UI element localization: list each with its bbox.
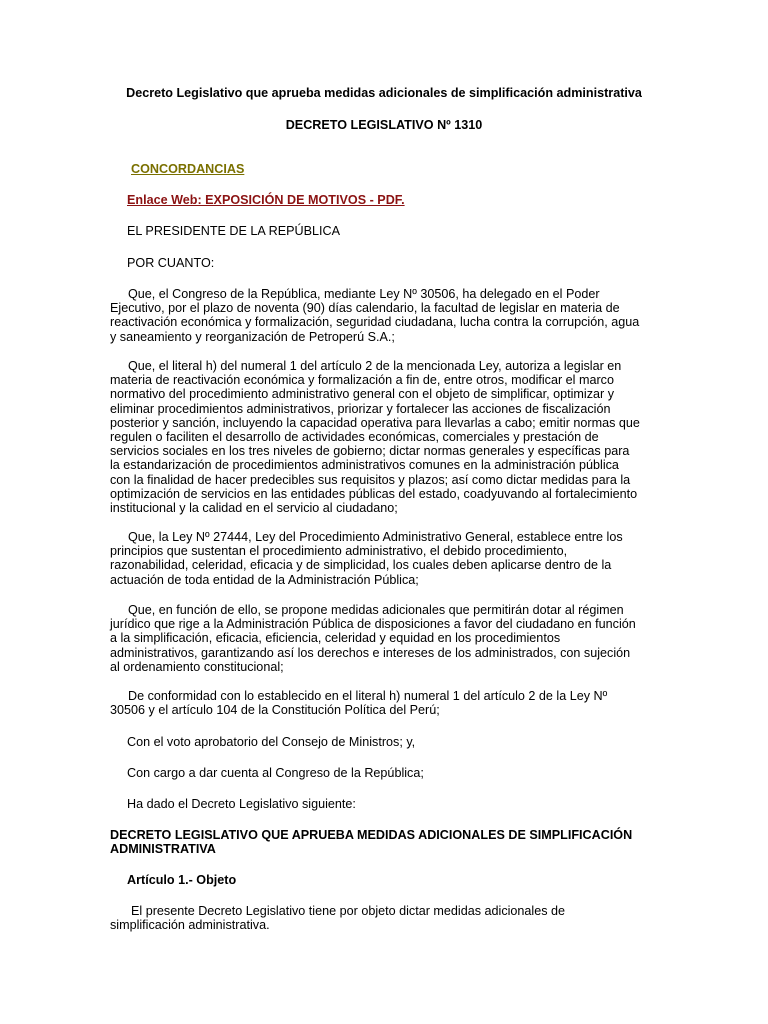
por-cuanto-line: POR CUANTO: bbox=[127, 256, 215, 270]
paragraph-2: Que, el literal h) del numeral 1 del artículo 2 de la mencionada Ley, autoriza a legislar en materia de reactivación económica y formalización a fin de, entre otros, modificar el marco normativo del procedimiento administrativo general con el objeto de simplificar, optimizar y eliminar procedimientos administrativos, priorizar y fortalecer las acciones de fiscalización posterior y sanción, incluyendo la capacidad operativa para llevarlas a cabo; emitir normas que regulen o faciliten el desarrollo de actividades económicas, comerciales y prestación de servicios sociales en los tres niveles de gobierno; dictar normas generales y específicas para la estandarización de procedimientos administrativos comunes en la administración pública con la finalidad de hacer predecibles sus requisitos y plazos; así como dictar medidas para la optimización de servicios en las entidades públicas del estado, coadyuvando al fortalecimiento institucional y la calidad en el servicio al ciudadano; bbox=[110, 359, 640, 516]
paragraph-1: Que, el Congreso de la República, mediante Ley Nº 30506, ha delegado en el Poder Ejecutivo, por el plazo de noventa (90) días calendario, la facultad de legislar en materia de reactivación económica y formalización, seguridad ciudadana, lucha contra la corrupción, agua y saneamiento y reorganización de Petroperú S.A.; bbox=[110, 287, 640, 344]
paragraph-6: El presente Decreto Legislativo tiene por objeto dictar medidas adicionales de simplificación administrativa. bbox=[110, 904, 566, 933]
exposicion-motivos-link[interactable]: Enlace Web: EXPOSICIÓN DE MOTIVOS - PDF. bbox=[127, 193, 405, 207]
paragraph-5: De conformidad con lo establecido en el literal h) numeral 1 del artículo 2 de la Ley Nº 30506 y el artículo 104 de la Constitución Política del Perú; bbox=[110, 689, 608, 718]
president-line: EL PRESIDENTE DE LA REPÚBLICA bbox=[127, 224, 340, 238]
voto-line: Con el voto aprobatorio del Consejo de Ministros; y, bbox=[127, 735, 416, 749]
paragraph-3: Que, la Ley Nº 27444, Ley del Procedimiento Administrativo General, establece entre los principios que sustentan el procedimiento administrativo, el debido procedimiento, razonabilidad, celeridad, eficacia y de simplicidad, los cuales deben aplicarse dentro de la actuación de toda entidad de la Administración Pública; bbox=[110, 530, 623, 587]
decree-number: DECRETO LEGISLATIVO Nº 1310 bbox=[285, 118, 483, 132]
concordancias-link[interactable]: CONCORDANCIAS bbox=[131, 162, 245, 176]
cargo-line: Con cargo a dar cuenta al Congreso de la República; bbox=[127, 766, 424, 780]
section-heading: DECRETO LEGISLATIVO QUE APRUEBA MEDIDAS ADICIONALES DE SIMPLIFICACIÓN ADMINISTRATIVA bbox=[110, 828, 633, 857]
paragraph-4: Que, en función de ello, se propone medidas adicionales que permitirán dotar al régimen jurídico que rige a la Administración Pública de disposiciones a favor del ciudadano en función a la simplificación, eficacia, eficiencia, celeridad y equidad en los procedimientos administrativos, garantizando así los derechos e intereses de los administrados, con sujeción al ordenamiento constitucional; bbox=[110, 603, 636, 674]
article-heading: Artículo 1.- Objeto bbox=[127, 873, 237, 887]
ha-dado-line: Ha dado el Decreto Legislativo siguiente: bbox=[127, 797, 356, 811]
document-title: Decreto Legislativo que aprueba medidas adicionales de simplificación administrativa bbox=[126, 86, 642, 100]
